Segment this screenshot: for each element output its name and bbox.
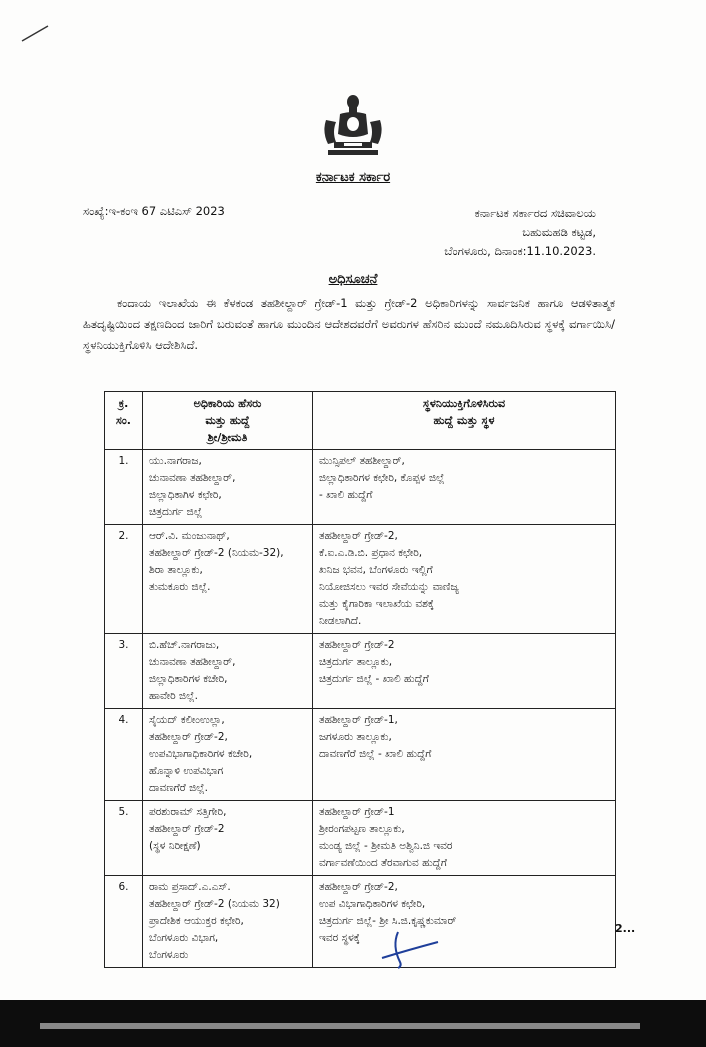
officer-cell: ಯು.ನಾಗರಾಜ, ಚುನಾವಣಾ ತಹಶೀಲ್ದಾರ್, ಜಿಲ್ಲಾಧಿಕಾಗಿಳ ಕಛೇರಿ, ಚಿತ್ರದುರ್ಗ ಜಿಲ್ಲೆ <box>143 450 313 525</box>
header-posting: ಸ್ಥಳನಿಯುಕ್ತಿಗೊಳಿಸಿರುವ ಹುದ್ದೆ ಮತ್ತು ಸ್ಥಳ <box>313 392 616 450</box>
row-number: 2. <box>105 525 143 634</box>
officer-cell: ಬಿ.ಹೆಚ್.ನಾಗರಾಜು, ಚುನಾವಣಾ ತಹಶೀಲ್ದಾರ್, ಜಿಲ್ಲಾಧಿಕಾರಿಗಳ ಕಚೇರಿ, ಹಾವೇರಿ ಜಿಲ್ಲೆ. <box>143 634 313 709</box>
table-row <box>105 709 616 801</box>
office-line-1: ಕರ್ನಾಟಕ ಸರ್ಕಾರದ ಸಚಿವಾಲಯ <box>474 206 596 220</box>
table-row <box>105 876 616 968</box>
officer-cell: ಸೈಯದ್ ಕಲೀಂಉಲ್ಲಾ, ತಹಶೀಲ್ದಾರ್ ಗ್ರೇಡ್-2, ಉಪವಿಭಾಗಾಧಿಕಾರಿಗಳ ಕಚೇರಿ, ಹೊನ್ನಾಳಿ ಉಪವಿಭಾಗ ದಾವಣಗೆರೆ ಜಿಲ್ಲೆ. <box>143 709 313 801</box>
row-number: 3. <box>105 634 143 709</box>
posting-cell: ತಹಶೀಲ್ದಾರ್ ಗ್ರೇಡ್-2 ಚಿತ್ರದುರ್ಗ ತಾಲ್ಲೂಕು, ಚಿತ್ರದುರ್ಗ ಜಿಲ್ಲೆ - ಖಾಲಿ ಹುದ್ದೆಗೆ <box>313 634 616 709</box>
header-sl-no: ಕ್ರ. ಸಂ. <box>105 392 143 450</box>
table-row <box>105 450 616 525</box>
posting-cell: ತಹಶೀಲ್ದಾರ್ ಗ್ರೇಡ್-2, ಕೆ.ಐ.ಎ.ಡಿ.ಬಿ. ಪ್ರಧಾನ ಕಛೇರಿ, ಖನಿಜ ಭವನ, ಬೆಂಗಳೂರು ಇಲ್ಲಿಗೆ ನಿಯೋಜಿಸಲು ಇವರ ಸೇವೆಯನ್ನು ವಾಣಿಜ್ಯ ಮತ್ತು ಕೈಗಾರಿಕಾ ಇಲಾಖೆಯ ವಶಕ್ಕೆ ನೀಡಲಾಗಿದೆ. <box>313 525 616 634</box>
row-number: 4. <box>105 709 143 801</box>
row-number: 5. <box>105 801 143 876</box>
page-continuation: 2... <box>615 922 636 935</box>
posting-cell: ತಹಶೀಲ್ದಾರ್ ಗ್ರೇಡ್-1 ಶ್ರೀರಂಗಪಟ್ಟಣ ತಾಲ್ಲೂಕು, ಮಂಡ್ಯ ಜಿಲ್ಲೆ - ಶ್ರೀಮತಿ ಅಶ್ವಿನಿ.ಜಿ ಇವರ ವರ್ಗಾವಣೆಯಿಂದ ತೆರವಾಗುವ ಹುದ್ದೆಗೆ <box>313 801 616 876</box>
officer-cell: ರಾಮ ಪ್ರಸಾದ್.ಎ.ಎಸ್. ತಹಶೀಲ್ದಾರ್ ಗ್ರೇಡ್-2 (ನಿಯಮ 32) ಪ್ರಾದೇಶಿಕ ಆಯುಕ್ತರ ಕಛೇರಿ, ಬೆಂಗಳೂರು ವಿಭಾಗ, ಬೆಂಗಳೂರು <box>143 876 313 968</box>
officer-cell: ಆರ್.ವಿ. ಮಂಜುನಾಥ್, ತಹಶೀಲ್ದಾರ್ ಗ್ರೇಡ್-2 (ನಿಯಮ-32), ಶಿರಾ ತಾಲ್ಲೂಕು, ತುಮಕೂರು ಜಿಲ್ಲೆ. <box>143 525 313 634</box>
government-title: ಕರ್ನಾಟಕ ಸರ್ಕಾರ <box>315 170 391 185</box>
pen-mark-icon <box>20 22 52 44</box>
table-row <box>105 801 616 876</box>
table-row <box>105 525 616 634</box>
row-number: 6. <box>105 876 143 968</box>
table-row <box>105 634 616 709</box>
postings-table <box>104 391 616 968</box>
signature-icon <box>378 928 442 970</box>
notification-body: ಕಂದಾಯ ಇಲಾಖೆಯ ಈ ಕೆಳಕಂಡ ತಹಶೀಲ್ದಾರ್ ಗ್ರೇಡ್-1 ಮತ್ತು ಗ್ರೇಡ್-2 ಅಧಿಕಾರಿಗಳನ್ನು ಸಾರ್ವಜನಿಕ ಹಾಗೂ ಆಡಳಿತಾತ್ಮಕ ಹಿತದೃಷ್ಟಿಯಿಂದ ತಕ್ಷಣದಿಂದ ಜಾರಿಗೆ ಬರುವಂತೆ ಹಾಗೂ ಮುಂದಿನ ಆದೇಶದವರೆಗೆ ಅವರುಗಳ ಹೆಸರಿನ ಮುಂದೆ ನಮೂದಿಸಿರುವ ಸ್ಥಳಕ್ಕೆ ವರ್ಗಾಯಿಸಿ/ಸ್ಥಳನಿಯುಕ್ತಿಗೊಳಿಸಿ ಆದೇಶಿಸಿದೆ. <box>83 296 615 352</box>
posting-cell: ತಹಶೀಲ್ದಾರ್ ಗ್ರೇಡ್-1, ಜಗಳೂರು ತಾಲ್ಲೂಕು, ದಾವಣಗೆರೆ ಜಿಲ್ಲೆ - ಖಾಲಿ ಹುದ್ದೆಗೆ <box>313 709 616 801</box>
notification-title: ಅಧಿಸೂಚನೆ <box>328 272 378 287</box>
reference-number: ಸಂಖ್ಯೆ:ಇ-ಕಂಇ 67 ಎಟಿಎಸ್ 2023 <box>83 204 225 218</box>
office-address <box>444 204 596 261</box>
state-emblem-icon <box>318 92 388 160</box>
row-number: 1. <box>105 450 143 525</box>
table-header-row <box>105 392 616 450</box>
bottom-scroll-strip <box>40 1023 640 1029</box>
header-officer: ಅಧಿಕಾರಿಯ ಹೆಸರು ಮತ್ತು ಹುದ್ದೆ ಶ್ರೀ/ಶ್ರೀಮತಿ <box>143 392 313 450</box>
posting-cell: ಮುನ್ಸಿಪಲ್ ತಹಶೀಲ್ದಾರ್, ಜಿಲ್ಲಾಧಿಕಾರಿಗಳ ಕಛೇರಿ, ಕೊಪ್ಪಳ ಜಿಲ್ಲೆ - ಖಾಲಿ ಹುದ್ದೆಗೆ <box>313 450 616 525</box>
posting-cell: ತಹಶೀಲ್ದಾರ್ ಗ್ರೇಡ್-2, ಉಪ ವಿಭಾಗಾಧಿಕಾರಿಗಳ ಕಛೇರಿ, ಚಿತ್ರದುರ್ಗ ಜಿಲ್ಲೆ- ಶ್ರೀ ಸಿ.ಜಿ.ಕೃಷ್ಣಕುಮಾರ್ ಇವರ ಸ್ಥಳಕ್ಕೆ <box>313 876 616 968</box>
office-line-2: ಬಹುಮಹಡಿ ಕಟ್ಟಡ, <box>522 225 596 239</box>
officer-cell: ಪರಶುರಾಮ್ ಸತ್ತಿಗೇರಿ, ತಹಶೀಲ್ದಾರ್ ಗ್ರೇಡ್-2 (ಸ್ಥಳ ನಿರೀಕ್ಷಣೆ) <box>143 801 313 876</box>
office-date-line: ಬೆಂಗಳೂರು, ದಿನಾಂಕ:11.10.2023. <box>444 244 596 258</box>
